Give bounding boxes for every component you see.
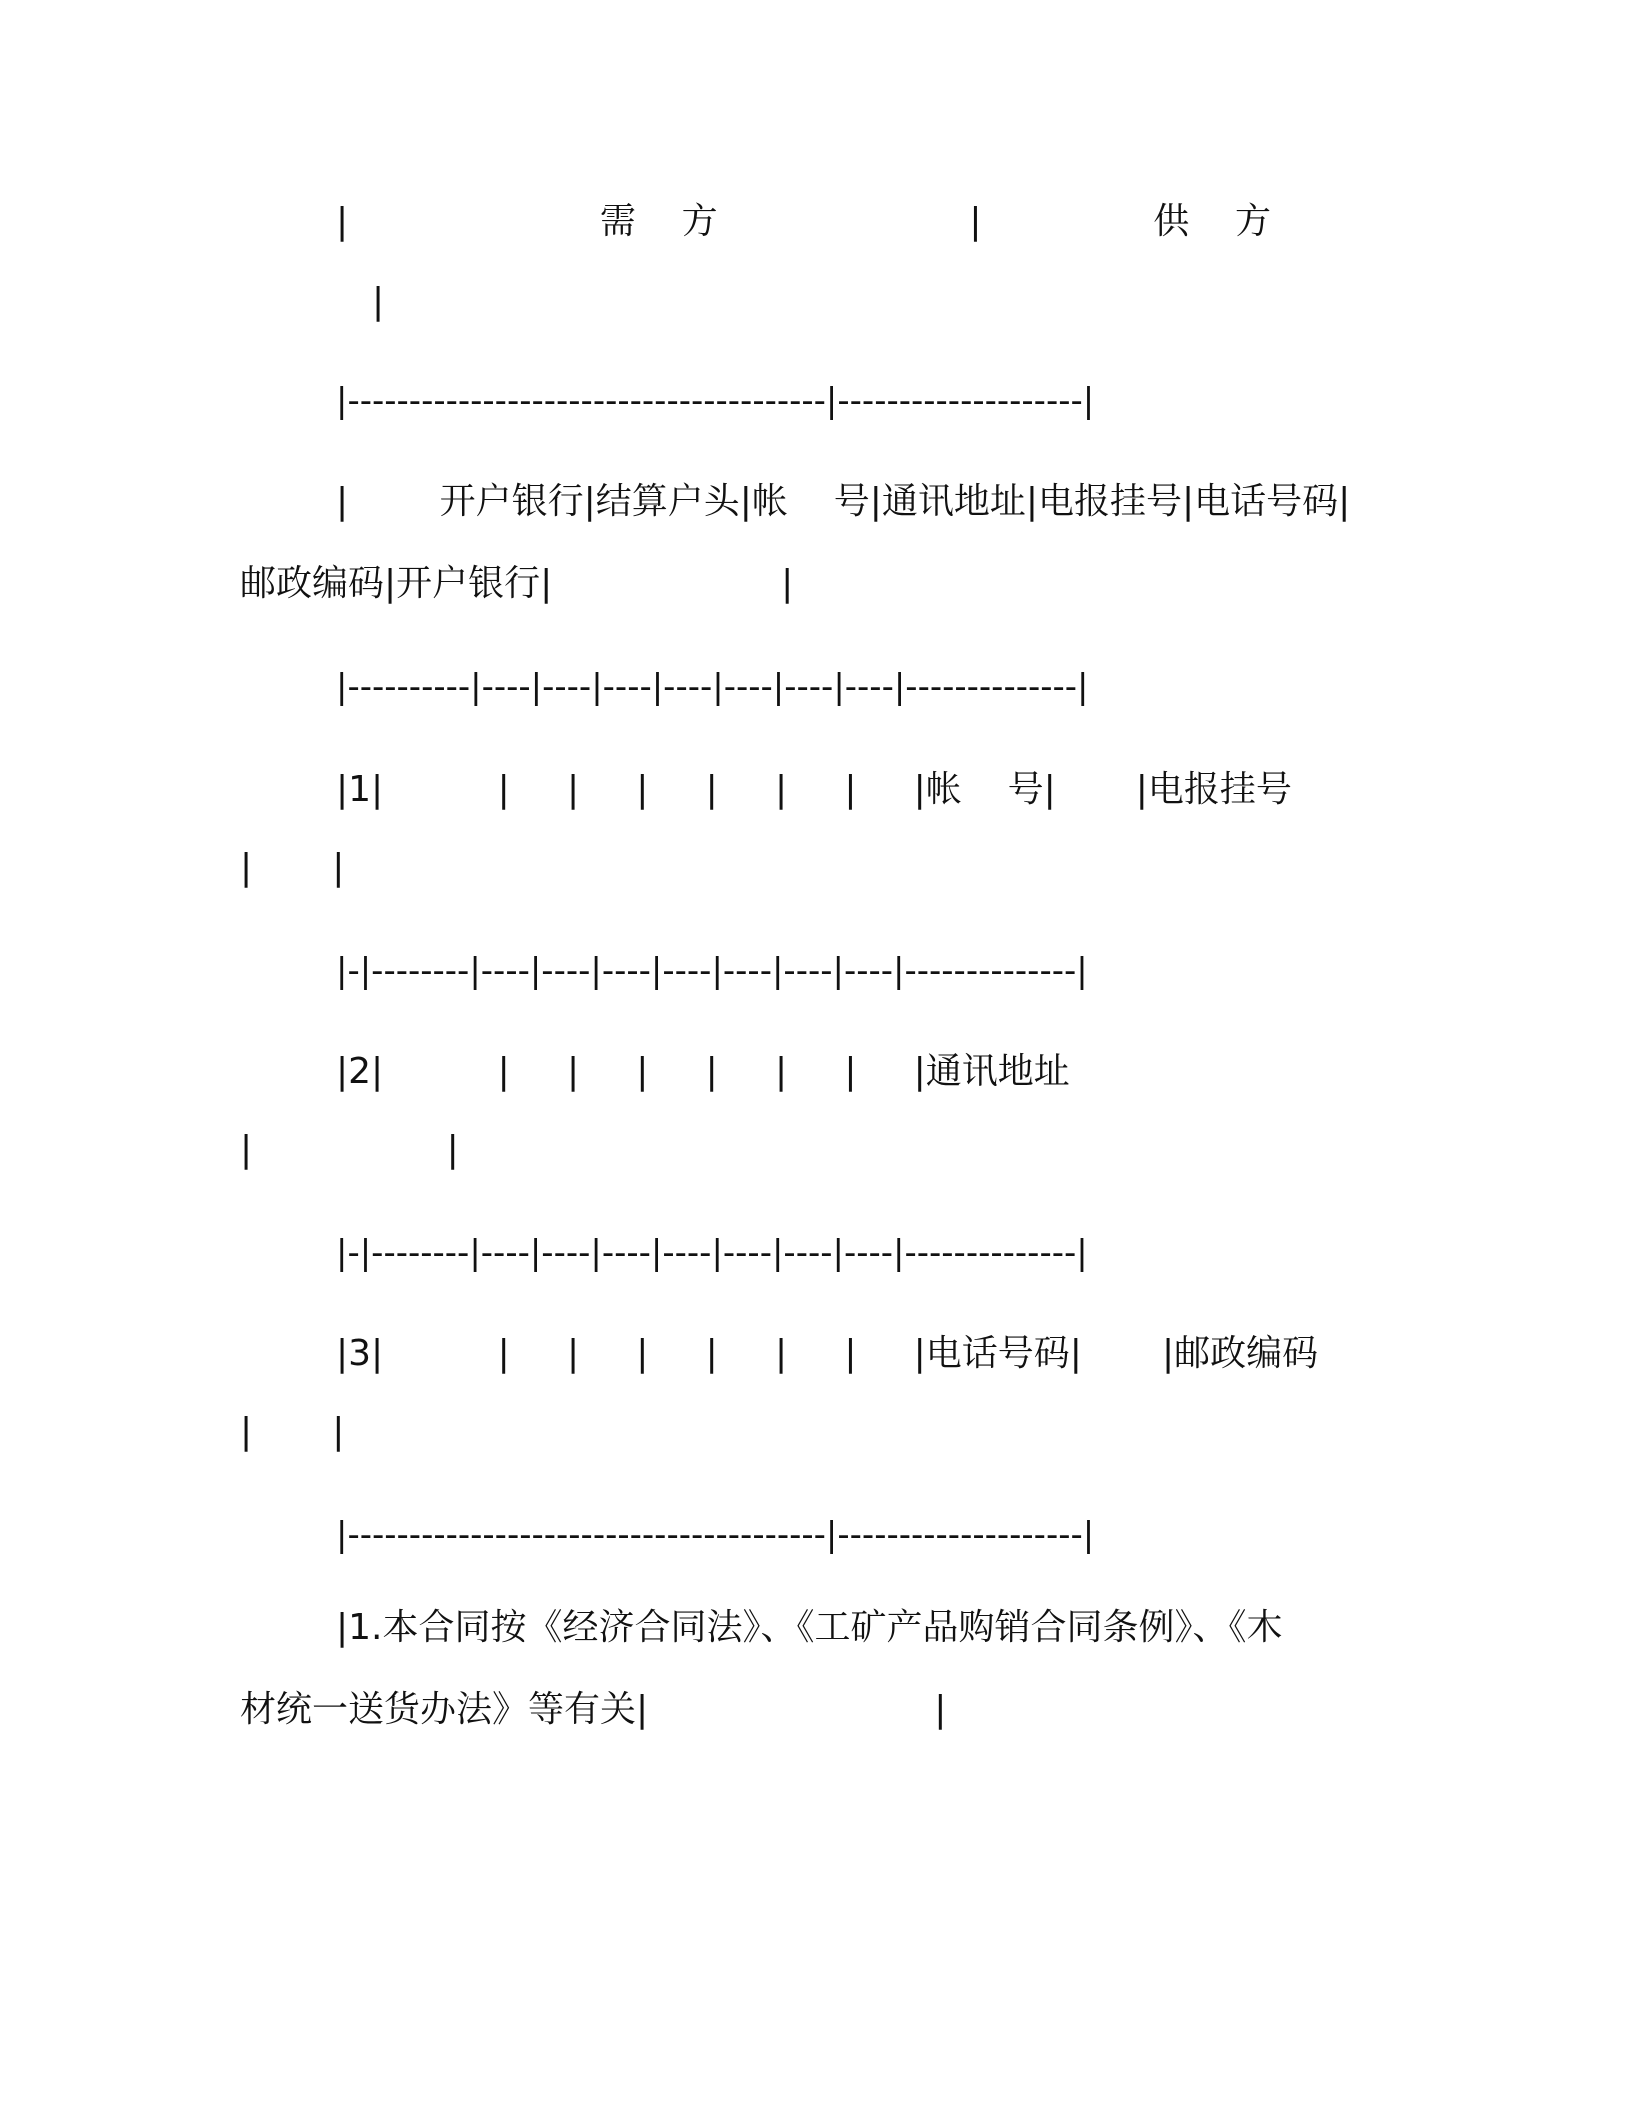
table-row-1: |1| | | | | | | |帐 号| |电报挂号 [336,769,1292,810]
table-columns-row: | 开户银行|结算户头|帐 号|通讯地址|电报挂号|电话号码| [336,481,1351,522]
table-header-row: | 需 方 | 供 方 [336,201,1271,242]
table-columns-row-cont: 邮政编码|开户银行| | [240,563,794,604]
table-row-2-cont: | | [240,1129,459,1170]
contract-clause-1: |1.本合同按《经济合同法》、《工矿产品购销合同条例》、《木 [336,1607,1283,1648]
table-separator: |----------|----|----|----|----|----|----|----|--------------| [336,667,1089,707]
table-separator: |---------------------------------------|--------------------| [336,381,1095,421]
table-row-1-cont: | | [240,847,345,888]
table-separator: |---------------------------------------|--------------------| [336,1515,1095,1555]
table-row-3: |3| | | | | | | |电话号码| |邮政编码 [336,1333,1319,1374]
table-separator: |-|--------|----|----|----|----|----|----|----|--------------| [336,1233,1088,1273]
table-row-2: |2| | | | | | | |通讯地址 [336,1051,1070,1092]
table-row-3-cont: | | [240,1411,345,1452]
contract-clause-1-cont: 材统一送货办法》等有关| | [240,1689,947,1730]
table-header-row-end: | [372,281,385,322]
table-separator: |-|--------|----|----|----|----|----|----|----|--------------| [336,951,1088,991]
